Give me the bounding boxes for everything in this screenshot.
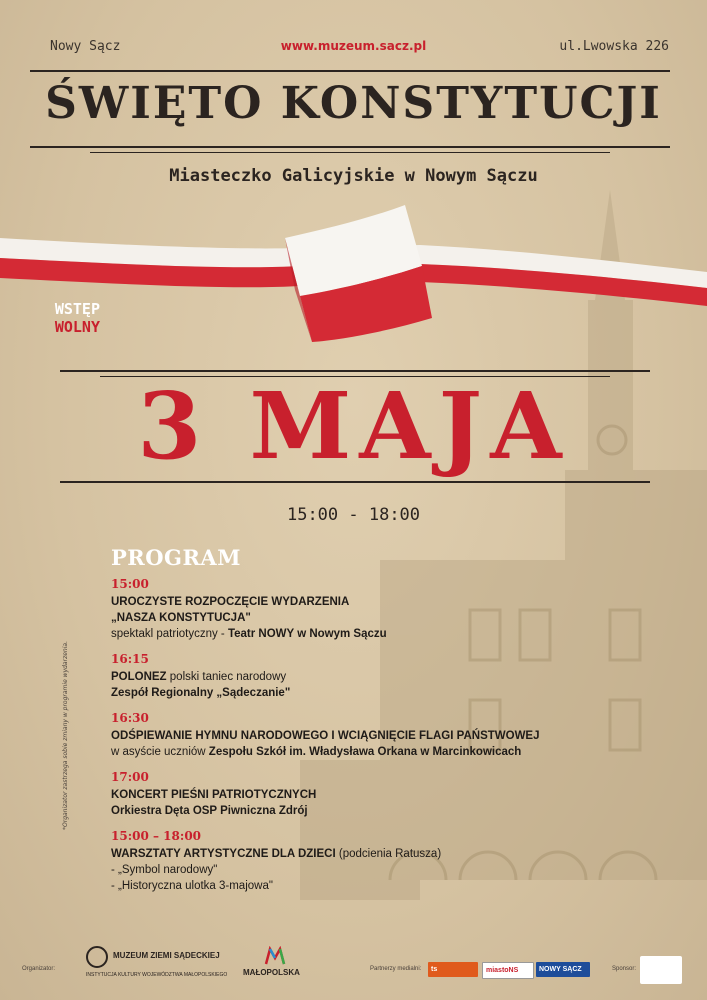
footer	[0, 940, 707, 995]
address-label: ul.Lwowska 226	[559, 39, 669, 54]
program-item	[111, 652, 631, 701]
program-detail	[111, 744, 631, 760]
program-title-2: „NASZA KONSTYTUCJA"	[111, 612, 251, 624]
program-detail-bold: Teatr NOWY w Nowym Sączu	[227, 628, 387, 640]
date-bottom-rule	[60, 481, 650, 483]
museum-subtitle: INSTYTUCJA KULTURY WOJEWÓDZTWA MAŁOPOLSKIEGO	[86, 972, 228, 978]
partner-ts-logo: ts	[428, 962, 478, 977]
organizer-disclaimer: *Organizator zastrzega sobie zmiany w programie wydarzenia.	[62, 641, 69, 830]
program-title-bold: POLONEZ	[111, 671, 167, 683]
program-detail: - „Symbol narodowy"	[111, 864, 218, 876]
program-item	[111, 770, 631, 819]
program-list	[111, 577, 631, 904]
program-title-normal: polski taniec narodowy	[166, 671, 287, 683]
program-detail-normal: w asyście uczniów	[111, 746, 209, 758]
free-admission-label	[30, 300, 100, 336]
malopolska-label: MAŁOPOLSKA	[243, 968, 300, 977]
program-detail-2: - „Historyczna ulotka 3-majowa"	[111, 880, 273, 892]
program-title: ODŚPIEWANIE HYMNU NARODOWEGO I WCIĄGNIĘCIE FLAGI PAŃSTWOWEJ	[111, 730, 540, 742]
museum-name: MUZEUM ZIEMI SĄDECKIEJ	[113, 951, 220, 960]
website-link[interactable]: www.muzeum.sacz.pl	[280, 39, 427, 53]
title-bottom-rule-thin	[90, 152, 610, 153]
malopolska-logo-icon	[264, 946, 286, 966]
program-time: 15:00 – 18:00	[111, 829, 202, 843]
program-detail-normal: spektakl patriotyczny -	[111, 628, 228, 640]
organizer-label: Organizator:	[22, 966, 56, 972]
program-time: 16:30	[111, 711, 149, 725]
title-bottom-rule	[30, 146, 670, 148]
program-detail: Zespół Regionalny „Sądeczanie"	[111, 687, 291, 699]
flag-ribbon-graphic	[0, 200, 707, 345]
partner-nowysacz-logo: NOWY SĄCZ	[536, 962, 590, 977]
program-detail-bold: Zespołu Szkół im. Władysława Orkana w Marcinkowicach	[208, 746, 522, 758]
program-title: KONCERT PIEŚNI PATRIOTYCZNYCH	[111, 789, 317, 801]
event-title: ŚWIĘTO KONSTYTUCJI	[45, 78, 662, 129]
program-time: 16:15	[111, 652, 149, 666]
program-title	[111, 846, 631, 862]
free-admission-line1: WSTĘP	[54, 300, 100, 318]
title-top-rule	[30, 70, 670, 72]
partner-miastons-logo: miastoNS	[482, 962, 534, 979]
program-detail	[111, 626, 631, 642]
event-hours: 15:00 - 18:00	[286, 505, 421, 525]
program-heading: PROGRAM	[111, 545, 241, 570]
city-label: Nowy Sącz	[50, 39, 121, 54]
program-title	[111, 669, 631, 685]
program-title-normal: (podcienia Ratusza)	[335, 848, 442, 860]
event-date: 3 MAJA	[137, 372, 570, 480]
museum-logo-icon	[86, 946, 108, 968]
program-time: 15:00	[111, 577, 149, 591]
free-admission-line2: WOLNY	[54, 318, 100, 336]
program-detail: Orkiestra Dęta OSP Piwniczna Zdrój	[111, 805, 308, 817]
program-title-bold: WARSZTATY ARTYSTYCZNE DLA DZIECI	[111, 848, 336, 860]
program-item	[111, 829, 631, 894]
program-item	[111, 577, 631, 642]
program-title: UROCZYSTE ROZPOCZĘCIE WYDARZENIA	[111, 596, 350, 608]
sponsor-label: Sponsor:	[612, 966, 637, 972]
partners-label: Partnerzy medialni:	[370, 966, 422, 972]
program-item	[111, 711, 631, 760]
sponsor-logo	[640, 956, 682, 984]
event-subtitle: Miasteczko Galicyjskie w Nowym Sączu	[169, 166, 538, 186]
program-time: 17:00	[111, 770, 149, 784]
